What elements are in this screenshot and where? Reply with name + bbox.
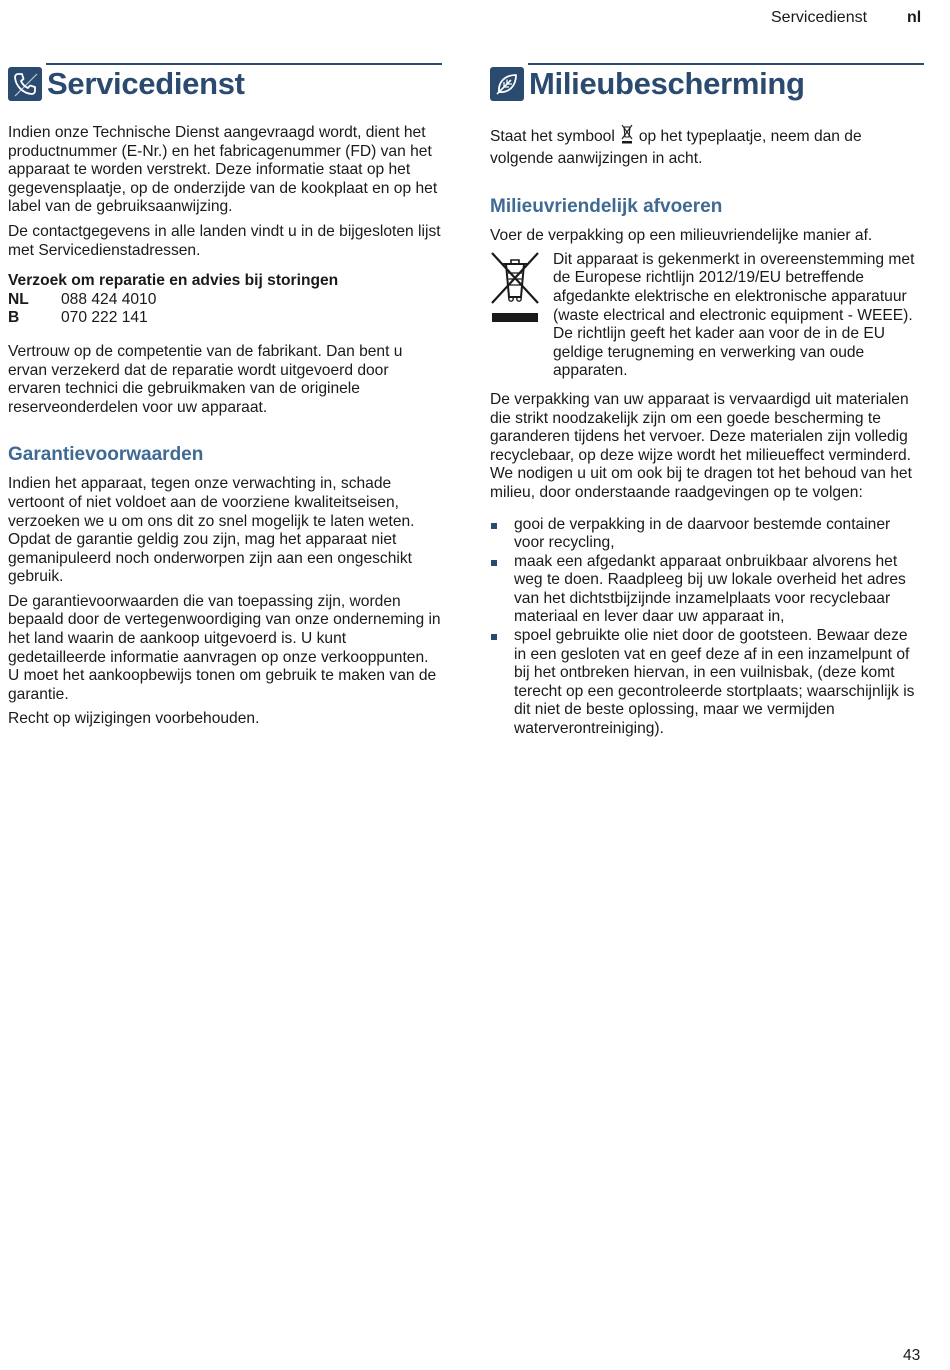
service-intro: Indien onze Technische Dienst aangevraagd wordt, dient het productnummer (E-Nr.) en het fabricagenummer (FD) van het apparaat te worden verstrekt. Deze informatie staat op het gegevensplaatje, op de onderzijde van de kookplaat en op het label van de gebruiksaanwijzing. — [8, 124, 438, 216]
contact-number: 070 222 141 — [61, 309, 148, 327]
title-rule — [46, 63, 442, 65]
contact-code: NL — [8, 290, 29, 308]
square-bullet-icon — [491, 560, 497, 566]
contact-code: B — [8, 309, 20, 327]
list-item-text: spoel gebruikte olie niet door de gootsteen. Bewaar deze in een gesloten vat en geef deze af in een inzamelpunt of bij het ontbreken hiervan, in een vuilnisbak, (deze komt terecht op een gecontroleerde stortplaats; waarschijnlijk is dit niet de beste oplossing, maar we vermijden waterverontreiniging). — [514, 627, 915, 738]
environment-heading — [490, 67, 924, 101]
warranty-paragraph-2: De garantievoorwaarden die van toepassing zijn, worden bepaald door de vertegenwoordiging van onze onderneming in het land waarin de aankoop uitgevoerd is. U kunt gedetailleerde informatie aanvragen op onze verkooppunten. U moet het aankoopbewijs tonen om gebruik te maken van de garantie. — [8, 592, 441, 703]
rights-text: Recht op wijzigingen voorbehouden. — [8, 710, 260, 728]
list-item — [490, 516, 924, 553]
list-item — [490, 627, 924, 739]
symbol-intro-before: Staat het symbool — [490, 128, 615, 145]
contact-row-b — [8, 309, 442, 328]
list-item-text: gooi de verpakking in de daarvoor bestemde container voor recycling, — [514, 515, 891, 552]
weee-notice — [490, 251, 924, 381]
list-item — [490, 553, 924, 627]
service-heading — [8, 67, 442, 101]
crossed-bin-icon — [619, 124, 635, 150]
leaf-icon — [490, 67, 524, 101]
crossed-bin-icon — [490, 251, 552, 381]
square-bullet-icon — [491, 523, 497, 529]
contact-heading: Verzoek om reparatie en advies bij storingen — [8, 272, 339, 290]
tips-list — [490, 516, 924, 739]
disposal-title: Milieuvriendelijk afvoeren — [490, 196, 723, 218]
list-item-text: maak een afgedankt apparaat onbruikbaar alvorens het weg te doen. Raadpleeg bij uw lokale overheid het adres van het dichtstbijzijnde inzamelplaats voor recyclebaar materiaal en lever daar uw apparaat in, — [514, 552, 906, 626]
disposal-intro: Voer de verpakking op een milieuvriendelijke manier af. — [490, 227, 873, 245]
running-header-language: nl — [907, 9, 922, 26]
warranty-title: Garantievoorwaarden — [8, 444, 204, 466]
service-title: Servicedienst — [47, 66, 245, 101]
environment-column — [490, 63, 924, 739]
phone-icon — [8, 67, 42, 101]
page-number: 43 — [903, 1347, 921, 1364]
title-rule — [528, 63, 924, 65]
running-header-section: Servicedienst — [771, 9, 868, 26]
symbol-intro-after: op het typeplaatje, neem dan de volgende aanwijzingen in acht. — [490, 128, 862, 167]
service-column — [8, 63, 442, 729]
warranty-paragraph-1: Indien het apparaat, tegen onze verwachting in, schade vertoont of niet voldoet aan de voorziene kwaliteitseisen, verzoeken we u om ons dit zo snel mogelijk te laten weten. Opdat de garantie geldig zou zijn, mag het apparaat niet gemanipuleerd noch onderworpen zijn aan een ongeschikt gebruik. — [8, 475, 415, 586]
contacts-text: De contactgegevens in alle landen vindt u in de bijgesloten lijst met Servicedienstadressen. — [8, 222, 441, 259]
environment-title: Milieubescherming — [529, 66, 805, 101]
trust-text: Vertrouw op de competentie van de fabrikant. Dan bent u ervan verzekerd dat de reparatie wordt uitgevoerd door ervaren technici die gebruikmaken van de originele reserveonderdelen voor uw apparaat. — [8, 342, 403, 416]
weee-text: Dit apparaat is gekenmerkt in overeenstemming met de Europese richtlijn 2012/19/EU betreffende afgedankte elektrische en elektronische apparatuur (waste electrical and electronic equipment - WEEE). De richtlijn geeft het kader aan voor de in de EU geldige terugneming en verwerking van oude apparaten. — [553, 250, 915, 380]
square-bullet-icon — [491, 634, 497, 640]
symbol-intro — [490, 124, 924, 168]
contact-row-nl — [8, 291, 442, 310]
packaging-text: De verpakking van uw apparaat is vervaardigd uit materialen die strikt noodzakelijk zijn om een goede bescherming te garanderen tijdens het vervoer. Deze materialen zijn volledig recyclebaar, op deze wijze wordt het milieueffect verminderd. We nodigen u uit om ook bij te dragen tot het behoud van het milieu, door onderstaande raadgevingen op te volgen: — [490, 390, 912, 501]
contact-number: 088 424 4010 — [61, 290, 157, 308]
